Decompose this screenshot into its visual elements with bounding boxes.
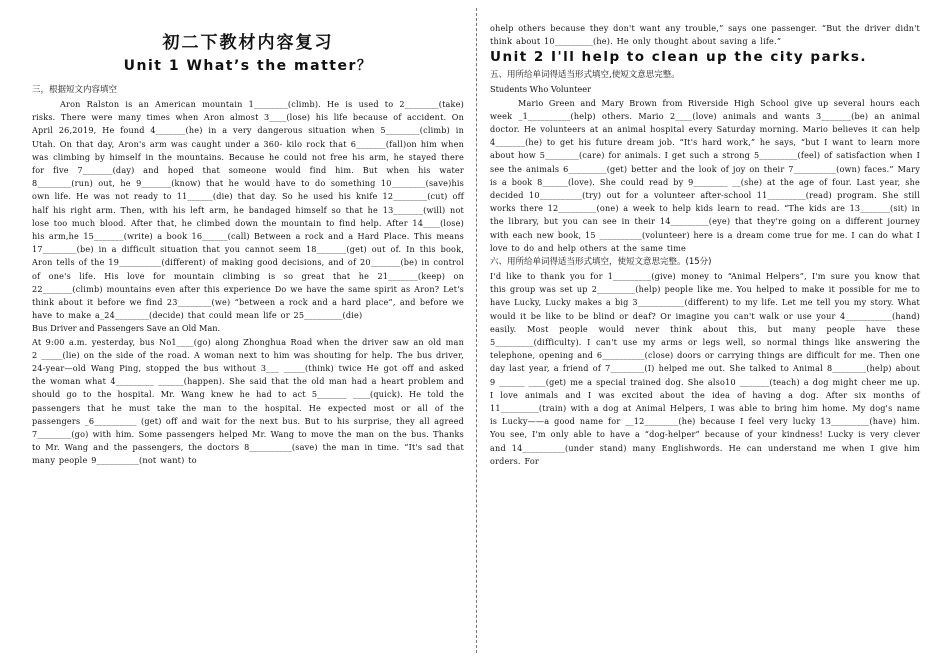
- section-heading-5: 五、用所给单词得适当形式填空,使短文意思完整。: [490, 70, 680, 81]
- passage-bus-driver-continued: ohelp others because they don't want any trouble,” says one passenger. “But the driver didn't think about 10_________(he). He only thought about saving a life.”: [490, 23, 920, 47]
- section-heading-3: 三，根据短文内容填空: [32, 85, 118, 95]
- passage-volunteers: Mario Green and Mary Brown from Riverside High School give up several hours each week _1__________(help) others. Mario 2____(love) animals and wants 3_______(be) an animal doctor. He volunteers at an animal hospital every Saturday morning. Mario believes it can help 4_______(he) to get his future dream job. “It's hard work,” he says, “but I want to learn more about how 5________(care) for animals. I get such a strong 5_________(feel) of satisfaction when I see the animals 6_________(get) better and the look of joy on their 7__________(own) faces.” Mary is a book 8______(love). She could read by 9________ __(she) at the age of four. Last year, she decided 10__________(try) out for a volunteer after-school 11_________(read) program. She still works there 12_________(one) a week to help kids learn to read. “The kids are 13_______(sit) in the library, but you can see in their 14_________(eye) that they're going on a different journey with each new book, 15 __________(volunteer) here is a dream come true for me. I can do what I love to do and help others at the same time: [490, 97, 920, 253]
- unit1-title: Unit 1 What’s the matter？: [123, 58, 373, 74]
- unit2-title: Unit 2 I'll help to clean up the city parks.: [490, 49, 868, 66]
- passage-bus-driver-heading: Bus Driver and Passengers Save an Old Man.: [32, 323, 221, 334]
- passage-animal-helpers: I'd like to thank you for 1_________(give) money to “Animal Helpers”, I'm sure you know that this group was set up 2_________(help) people like me. You helped to make it possible for me to have Lucky, Lucky makes a big 3___________(different) to my life. Let me tell you my story. What would it be like to be blind or deaf? Or imagine you can't walk or use your 4___________(hand) easily. Most people would never think about this, but many people have these 5_________(difficulty). I can't use my arms or legs well, so normal things like answering the telephone, opening and 6__________(close) doors or carrying things are difficult for me. Then one day last year, a friend of 7________(I) helped me out. She talked to Animal 8________(help) about 9 ______ ____(get) me a special trained dog. She also10 _______(teach) a dog might cheer me up. I love animals and I was excited about the idea of having a dog. After six months of 11_________(train) with a dog at Animal Helpers, I was able to bring him home. My dog's name is Lucky——a good name for __12________(he) because I feel very lucky 13_________(have) him. You see, I'm only able to have a “dog-helper” because of your kindness! Lucky is very clever and 14__________(under stand) many Englishwords. He can understand me when I give him orders. For: [490, 271, 920, 466]
- passage-aron-ralston: Aron Ralston is an American mountain 1________(climb). He is used to 2________(take) risks. There were many times when Aron almost 3____(lose) his life because of accident. On April 26,2019, He found 4_______(he) in a very dangerous situation when 5________(climb) in Utah. On that day, Aron's arm was caught under a 360- kilo rock that 6_______(fall)on him when was climbing by himself in the mountains. Because he could not free his arm, he stayed there for five 7_______(day) and hoped that someone would find him. But when his water 8________(run) out, he 9_______(know) that he would have to do something 10________(save)his own life. He was not ready to 11______(die) that day. So he used his knife 12________(cut) off half his right arm. Then, with his left arm, he bandaged himself so that he 13_______(will) not lose too much blood. After that, he climbed down the mountain to find help. After 14____(lose) his arm,he 15_______(write) a book 16______(call) Between a rock and a Hard Place. This means 17________(be) in a difficult situation that you cannot seem 18_______(get) out of. In this book, Aron tells of the 19__________(different) of making good decisions, and of 20_______(be) in control of one's life. His love for mountain climbing is so great that he 21_______(keep) on 22_______(climb) mountains even after this experience Do we have the same spirit as Aron? Let's think about it before we find 23________(we) “between a rock and a hard place”, and before we have to make a_24________(decide) that could mean life or 25_________(die): [32, 99, 464, 321]
- passage-bus-driver: At 9:00 a.m. yesterday, bus No1____(go) along Zhonghua Road when the driver saw an old man 2 _____(lie) on the side of the road. A woman next to him was shouting for help. The bus driver, 24-year—old Wang Ping, stopped the bus without 3___ _____(think) twice He got off and asked the woman what 4_________ ______(happen). She said that the old man had a heart problem and should go to the hospital. Mr. Wang knew he had to act 5_______ ____(quick). He told the passengers that he must take the man to the hospital. He expected most or all of the passengers _6__________ (get) off and wait for the next bus. But to his surprise, they all agreed 7________(go) with him. Some passengers helped Mr. Wang to move the man on the bus. Thanks to Mr. Wang and the passengers, the doctors 8__________(save) the man in time. “It's sad that many people 9__________(not want) to: [32, 336, 464, 466]
- passage-volunteers-heading: Students Who Volunteer: [490, 84, 591, 95]
- column-divider: [476, 8, 477, 653]
- page-title: 初二下教材内容复习: [162, 33, 334, 53]
- left-column: [32, 22, 464, 468]
- section-heading-6: 六、用所给单词得适当形式填空，使短文意思完整。(15分): [490, 257, 712, 268]
- right-column: [490, 22, 920, 468]
